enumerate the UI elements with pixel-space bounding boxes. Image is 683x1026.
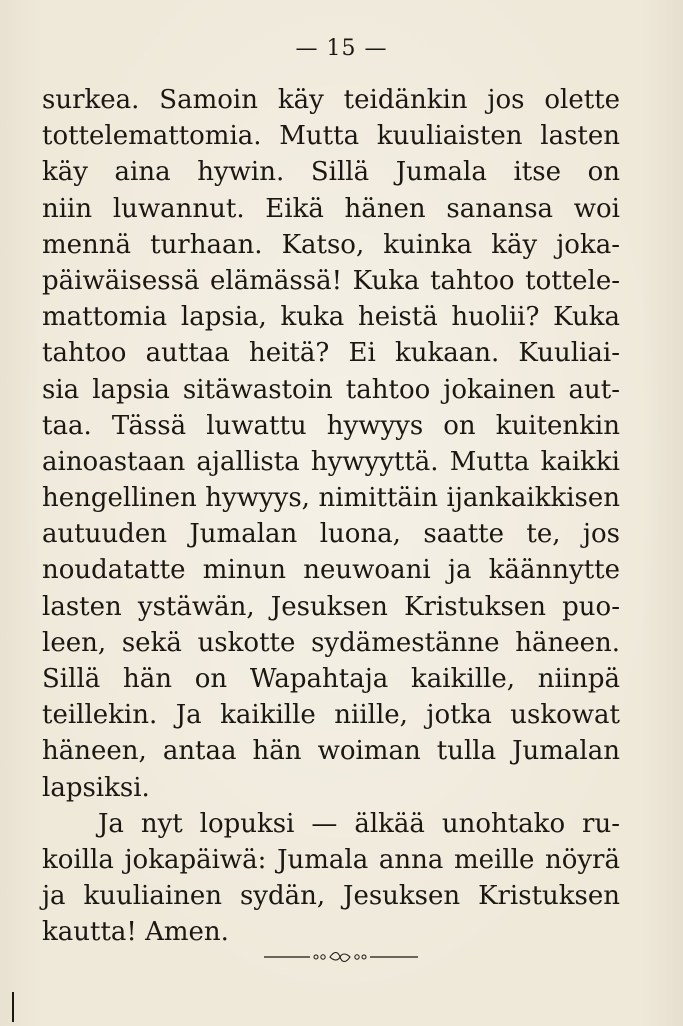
text-line-paragraph-start: Ja nyt lopuksi — älkää unohtako ru- bbox=[98, 808, 620, 839]
text-line-paragraph-end: lapsiksi. bbox=[42, 772, 150, 803]
text-line: päiwäisessä elämässä! Kuka tahtoo tottele- bbox=[42, 265, 620, 296]
text-line: tahtoo auttaa heitä? Ei kukaan. Kuuliai- bbox=[42, 338, 620, 369]
text-line: ja kuuliainen sydän, Jesuksen Kristuksen bbox=[42, 881, 620, 912]
text-line: hengellinen hywyys, nimittäin ijankaikkisen bbox=[42, 483, 620, 514]
text-line: koilla jokapäiwä: Jumala anna meille nöyrä bbox=[42, 844, 620, 875]
text-line: leen, sekä uskotte sydämestänne häneen. bbox=[42, 627, 620, 658]
text-line: tottelemattomia. Mutta kuuliaisten lasten bbox=[42, 121, 620, 152]
margin-mark bbox=[12, 992, 14, 1022]
text-line: autuuden Jumalan luona, saatte te, jos bbox=[42, 519, 620, 550]
text-line: ainoastaan ajallista hywyyttä. Mutta kaikki bbox=[42, 446, 620, 477]
page-number: — 15 — bbox=[295, 36, 388, 61]
text-line: Sillä hän on Wapahtaja kaikille, niinpä bbox=[42, 664, 620, 694]
text-line: niin luwannut. Eikä hänen sanansa woi bbox=[42, 193, 620, 224]
text-line: häneen, antaa hän woiman tulla Jumalan bbox=[42, 736, 620, 767]
text-line: mennä turhaan. Katso, kuinka käy joka- bbox=[42, 229, 620, 260]
text-line: teillekin. Ja kaikille niille, jotka uskowat bbox=[42, 700, 620, 731]
text-line: noudatatte minun neuwoani ja käännytte bbox=[42, 555, 620, 586]
text-line: käy aina hywin. Sillä Jumala itse on bbox=[42, 157, 620, 188]
text-line: surkea. Samoin käy teidänkin jos olette bbox=[42, 85, 620, 115]
text-line: mattomia lapsia, kuka heistä huolii? Kuka bbox=[42, 302, 620, 333]
body-text bbox=[42, 82, 620, 951]
tailpiece-ornament-icon bbox=[262, 950, 422, 964]
text-line: lasten ystäwän, Jesuksen Kristuksen puo- bbox=[42, 591, 620, 622]
text-line: taa. Tässä luwattu hywyys on kuitenkin bbox=[42, 410, 620, 441]
text-line-closing: kautta! Amen. bbox=[42, 917, 229, 948]
text-line: sia lapsia sitäwastoin tahtoo jokainen aut- bbox=[42, 374, 620, 405]
